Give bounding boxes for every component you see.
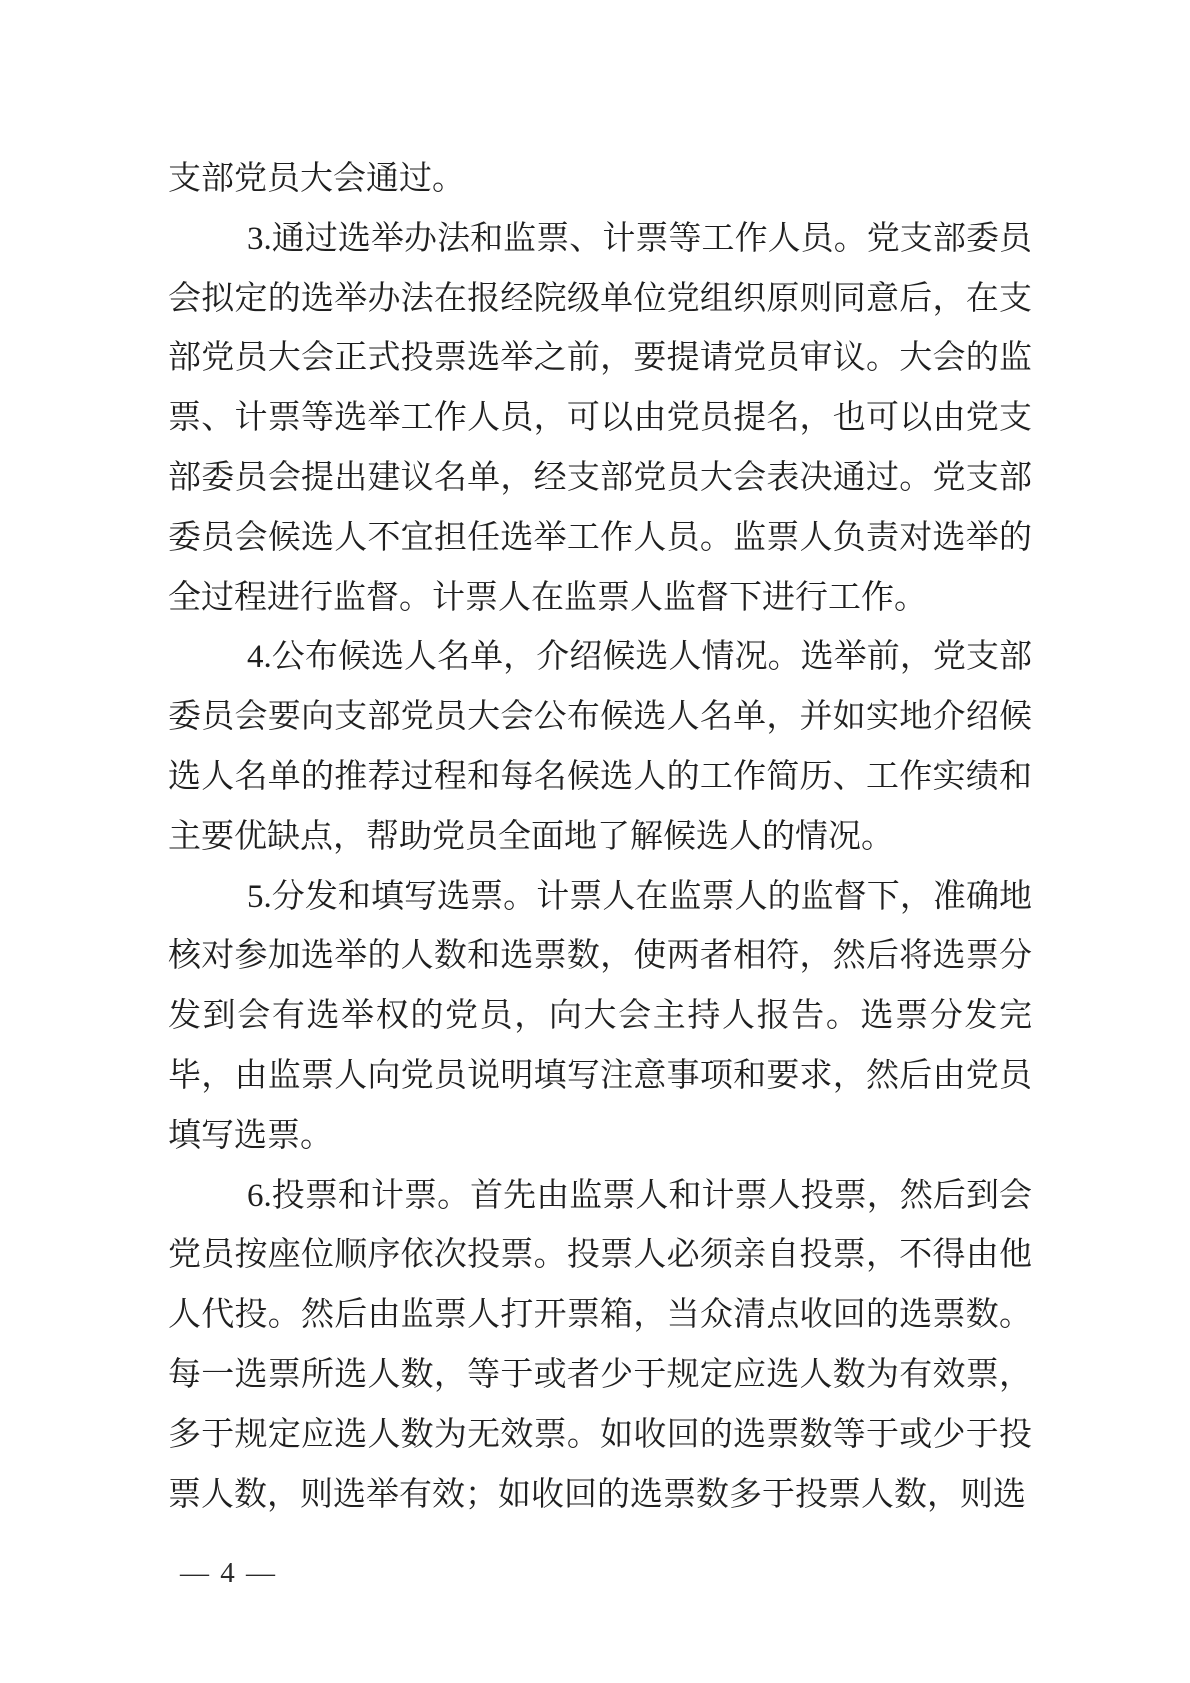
paragraph-item-4: 4.公布候选人名单，介绍候选人情况。选举前，党支部委员会要向支部党员大会公布候选人名单，并如实地介绍候选人名单的推荐过程和每名候选人的工作简历、工作实绩和主要优缺点，帮助党员全面地了解候选人的情况。 [168, 639, 1032, 855]
paragraph-item-6: 6.投票和计票。首先由监票人和计票人投票，然后到会党员按座位顺序依次投票。投票人必须亲自投票，不得由他人代投。然后由监票人打开票箱，当众清点收回的选票数。每一选票所选人数，等于或者少于规定应选人数为有效票，多于规定应选人数为无效票。如收回的选票数等于或少于投票人数，则选举有效；如收回的选票数多于投票人数，则选 [168, 1177, 1032, 1513]
paragraph-continuation: 支部党员大会通过。 [168, 161, 465, 197]
paragraph-item-5: 5.分发和填写选票。计票人在监票人的监督下，准确地核对参加选举的人数和选票数，使两者相符，然后将选票分发到会有选举权的党员，向大会主持人报告。选票分发完毕，由监票人向党员说明填写注意事项和要求，然后由党员填写选票。 [168, 878, 1032, 1154]
page-footer [180, 1553, 277, 1593]
document-body [168, 150, 1032, 1525]
paragraph-item-3: 3.通过选举办法和监票、计票等工作人员。党支部委员会拟定的选举办法在报经院级单位党组织原则同意后，在支部党员大会正式投票选举之前，要提请党员审议。大会的监票、计票等选举工作人员，可以由党员提名，也可以由党支部委员会提出建议名单，经支部党员大会表决通过。党支部委员会候选人不宜担任选举工作人员。监票人负责对选举的全过程进行监督。计票人在监票人监督下进行工作。 [168, 220, 1032, 616]
page-number: — 4 — [180, 1557, 277, 1589]
